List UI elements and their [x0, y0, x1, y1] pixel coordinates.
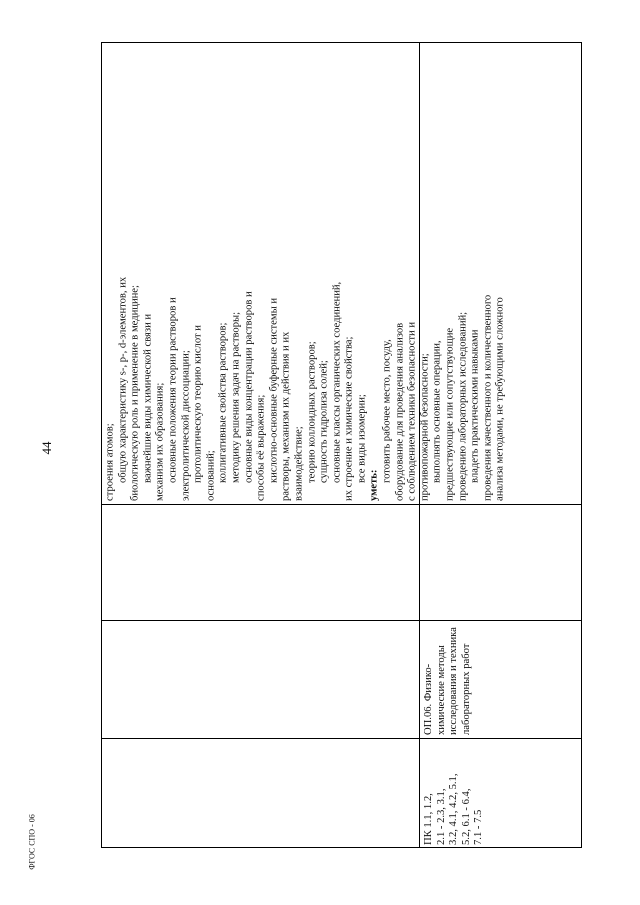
- competency-text: [420, 739, 582, 849]
- text-line: выполнять основные операции,: [431, 339, 443, 483]
- text-line: противопожарной безопасности;: [418, 352, 430, 501]
- table-cell-empty: [102, 621, 419, 739]
- text-line: методику решения задач на растворы;: [229, 311, 241, 483]
- text-line: основные виды концентрации растворов и: [242, 290, 254, 483]
- text-line: владеть практическими навыками: [469, 329, 481, 483]
- text-line: химические методы: [435, 644, 447, 735]
- text-line: растворы, механизм их действия и их: [280, 331, 292, 501]
- table-cell-content: [102, 43, 506, 505]
- text-line: все виды изомерии;: [355, 393, 367, 483]
- text-line: 3.2, 4.1, 4.2, 5.1,: [447, 773, 459, 845]
- table-cell-empty: [102, 505, 419, 621]
- table-cell-empty: [102, 739, 419, 849]
- text-line: с соблюдением техники безопасности и: [406, 321, 418, 501]
- text-line: предшествующие или сопутствующие: [444, 327, 456, 501]
- text-line: строения атомов;: [104, 422, 115, 501]
- page-number: 44: [39, 441, 54, 455]
- text-line: способы её выражения;: [255, 394, 267, 501]
- text-line: основные положения теории растворов и: [166, 296, 178, 483]
- text-line: проведения качественного и количественного: [481, 294, 493, 501]
- text-line: общую характеристику s-, p-, d-элементов, их: [116, 276, 128, 483]
- text-line: ОП.06. Физико-: [422, 663, 434, 735]
- text-line: исследования и техника: [447, 626, 459, 735]
- table-cell-competencies: [420, 739, 581, 849]
- text-line: ПК 1.1, 1.2,: [422, 793, 434, 845]
- text-line: проведению лабораторных исследований;: [456, 311, 468, 501]
- text-line: уметь:: [368, 469, 380, 501]
- footer-code: ФГОС СПО - 06: [27, 814, 37, 870]
- competency-table: [101, 42, 582, 848]
- text-line: анализа методами, не требующими сложного: [494, 296, 506, 501]
- text-line: коллигативные свойства растворов;: [217, 322, 229, 483]
- text-line: теорию коллоидных растворов;: [305, 340, 317, 483]
- text-line: биологическую роль и применение в медицине;: [129, 284, 141, 501]
- text-line: сущность гидролиза солей;: [318, 359, 330, 483]
- text-line: взаимодействие;: [292, 425, 304, 501]
- text-line: их строение и химические свойства;: [343, 336, 355, 501]
- text-line: важнейшие виды химической связи и: [141, 313, 153, 483]
- content-text-block: [102, 43, 506, 505]
- text-line: 2.1 - 2.3, 3.1,: [435, 788, 447, 845]
- text-line: лабораторных работ: [460, 643, 472, 735]
- table-cell-discipline: [420, 621, 581, 739]
- text-line: готовить рабочее место, посуду,: [381, 338, 393, 483]
- table-cell-empty: [420, 505, 581, 621]
- text-line: кислотно-основные буферные системы и: [267, 297, 279, 483]
- text-line: электролитической диссоциации;: [179, 349, 191, 501]
- text-line: 5.2, 6.1 - 6.4,: [460, 788, 472, 845]
- table-row: [419, 43, 581, 847]
- text-line: оснований;: [204, 449, 216, 501]
- text-line: 7.1 - 7.5: [472, 809, 484, 845]
- text-line: основные классы органических соединений,: [330, 281, 342, 483]
- discipline-text: [420, 621, 582, 739]
- text-line: механизм их образования;: [154, 382, 166, 501]
- text-line: протолитическую теорию кислот и: [192, 324, 204, 483]
- table-cell-empty: [420, 43, 581, 505]
- text-line: оборудование для проведения анализов: [393, 322, 405, 501]
